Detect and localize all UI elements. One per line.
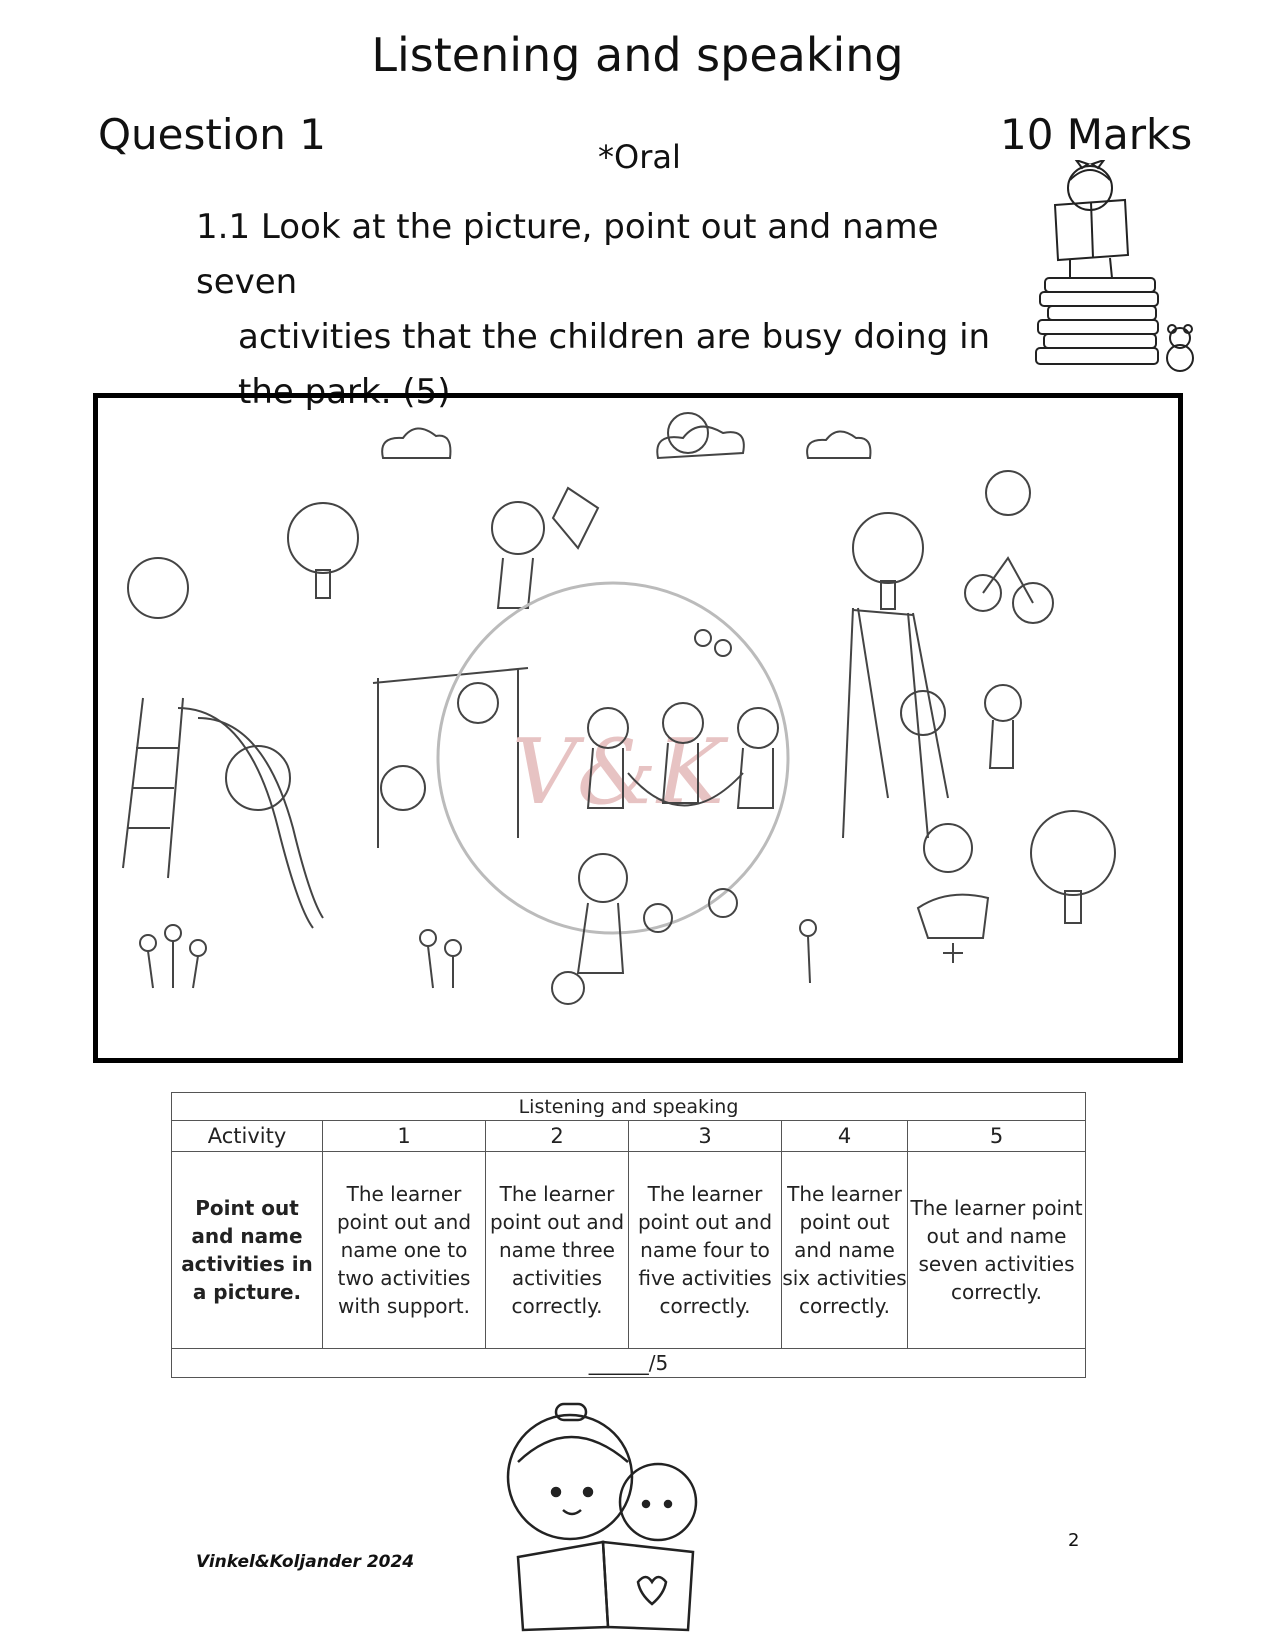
swing-set-icon xyxy=(843,608,948,838)
rubric-level-5: The learner point out and name seven activities correctly. xyxy=(908,1152,1086,1349)
girl-reading-books-illustration xyxy=(1030,160,1205,380)
cloud-icon xyxy=(382,428,450,458)
credit-text: Vinkel&Koljander 2024 xyxy=(196,1552,415,1572)
bike-kid-icon xyxy=(965,471,1053,623)
page-title: Listening and speaking xyxy=(371,28,904,82)
rubric-title: Listening and speaking xyxy=(172,1093,1086,1121)
cloud-icon xyxy=(807,431,870,458)
rubric-header-4: 4 xyxy=(782,1121,908,1152)
rubric-header-3: 3 xyxy=(629,1121,782,1152)
sun-cloud-icon xyxy=(657,413,744,458)
oral-note: *Oral xyxy=(598,138,681,176)
rubric-level-4: The learner point out and name six activities correctly. xyxy=(782,1152,908,1349)
rubric-activity: Point out and name activities in a picture. xyxy=(172,1152,323,1349)
instruction-line-3: the park. (5) xyxy=(238,372,451,412)
children-reading-illustration xyxy=(498,1392,718,1632)
walking-kid-icon xyxy=(985,685,1021,768)
rubric-header-1: 1 xyxy=(323,1121,486,1152)
rubric-header-2: 2 xyxy=(486,1121,629,1152)
park-picture xyxy=(93,393,1183,1063)
kite-boy-icon xyxy=(492,488,598,608)
tree-icon xyxy=(288,503,358,598)
assessment-rubric xyxy=(171,1092,1086,1378)
instruction xyxy=(196,200,1026,420)
soccer-kid-icon xyxy=(552,854,627,1004)
watermark-initials: V&K xyxy=(511,720,725,825)
rubric-header-5: 5 xyxy=(908,1121,1086,1152)
rubric-level-3: The learner point out and name four to five activities correctly. xyxy=(629,1152,782,1349)
tree-icon xyxy=(853,513,923,609)
rubric-level-2: The learner point out and name three activities correctly. xyxy=(486,1152,629,1349)
rubric-header-activity: Activity xyxy=(172,1121,323,1152)
page-number: 2 xyxy=(1068,1530,1080,1551)
instruction-line-2: activities that the children are busy doing in xyxy=(238,317,991,357)
spring-rider-icon xyxy=(918,824,988,963)
rubric-level-1: The learner point out and name one to two activities with support. xyxy=(323,1152,486,1349)
question-label: Question 1 xyxy=(98,110,326,159)
instruction-number: 1.1 xyxy=(196,207,251,247)
tree-icon xyxy=(1031,811,1115,923)
rubric-score: ______/5 xyxy=(172,1349,1086,1378)
slide-icon xyxy=(123,558,323,928)
marks-label: 10 Marks xyxy=(1000,110,1193,159)
instruction-line-1: Look at the picture, point out and name seven xyxy=(196,207,939,302)
